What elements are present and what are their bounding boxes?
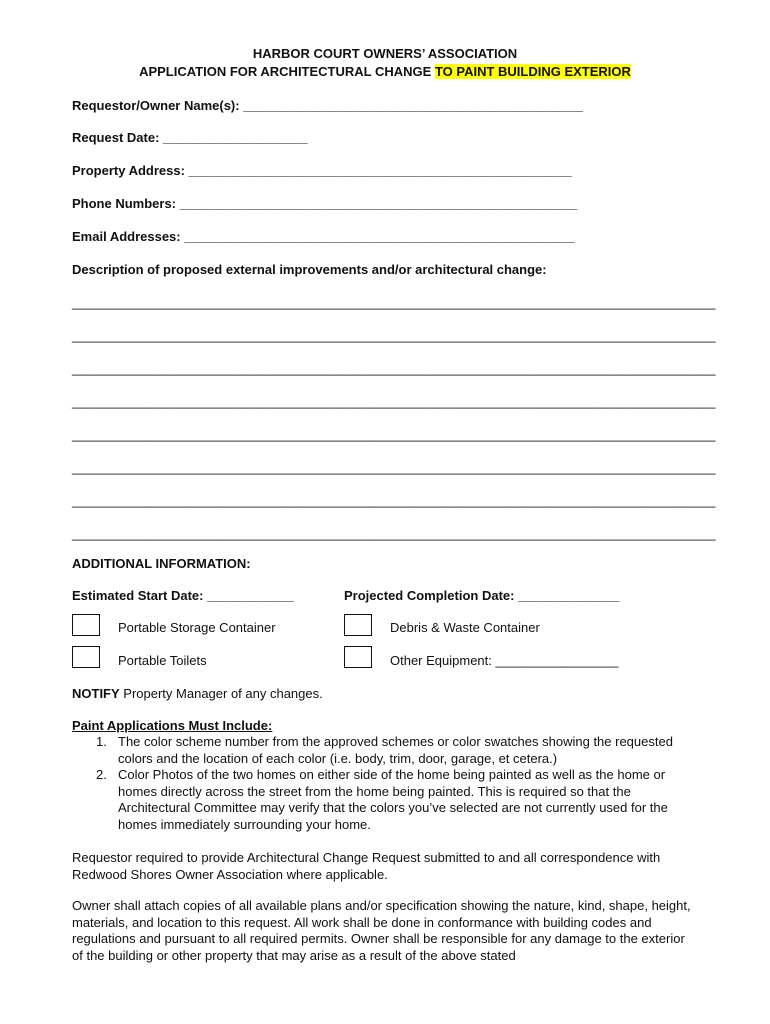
paint-list	[72, 734, 692, 833]
additional-info-heading: ADDITIONAL INFORMATION:	[72, 556, 251, 571]
notify-text	[72, 686, 323, 701]
debris-container-label: Debris & Waste Container	[390, 620, 540, 635]
description-line[interactable]: _________________________________________________________________________________________	[72, 493, 716, 508]
paint-item-text: The color scheme number from the approved schemes or color swatches showing the requested colors and the location of each color (i.e. body, trim, door, garage, et cetera.)	[118, 734, 673, 766]
requestor-paragraph: Requestor required to provide Architectural Change Request submitted to and all correspondence with Redwood Shores Owner Association where applicable.	[72, 850, 661, 882]
paint-item-text: Color Photos of the two homes on either side of the home being painted as well as the home or homes directly across the street from the home being painted. This is required so that the Architectural Committee may verify that the colors you’ve selected are not currently used for the homes immediately surrounding your home.	[118, 767, 668, 832]
description-line[interactable]: _________________________________________________________________________________________	[72, 427, 716, 442]
paint-item-number: 1.	[96, 734, 107, 749]
description-line[interactable]: _________________________________________________________________________________________	[72, 361, 716, 376]
property-address-field[interactable]: Property Address: _____________________________________________________	[72, 163, 572, 178]
description-line[interactable]: _________________________________________________________________________________________	[72, 328, 716, 343]
other-equipment-field[interactable]: Other Equipment: _________________	[390, 653, 619, 668]
description-line[interactable]: _________________________________________________________________________________________	[72, 526, 716, 541]
paint-item-number: 2.	[96, 767, 107, 782]
description-line[interactable]: _________________________________________________________________________________________	[72, 460, 716, 475]
start-date-field[interactable]: Estimated Start Date: ____________	[72, 588, 294, 603]
paint-item	[72, 767, 692, 833]
other-equipment-checkbox[interactable]	[344, 646, 372, 668]
debris-container-checkbox[interactable]	[344, 614, 372, 636]
storage-container-label: Portable Storage Container	[118, 620, 276, 635]
paint-heading: Paint Applications Must Include:	[72, 718, 273, 733]
owner-name-field[interactable]: Requestor/Owner Name(s): _______________________________________________	[72, 98, 584, 113]
owner-paragraph: Owner shall attach copies of all available plans and/or specification showing the nature, kind, shape, height, materials, and location to this request. All work shall be done in conformance with building codes and regulations and pursuant to all required permits. Owner shall be responsible for any damage to the exterior of the building or other property that may arise as a result of the above stated	[72, 898, 691, 963]
description-line[interactable]: _________________________________________________________________________________________	[72, 394, 716, 409]
form-title	[0, 64, 770, 79]
email-addresses-field[interactable]: Email Addresses: ______________________________________________________	[72, 229, 575, 244]
portable-toilets-label: Portable Toilets	[118, 653, 207, 668]
completion-date-field[interactable]: Projected Completion Date: ______________	[344, 588, 620, 603]
request-date-field[interactable]: Request Date: ____________________	[72, 130, 308, 145]
description-line[interactable]: _________________________________________________________________________________________	[72, 295, 716, 310]
notify-bold: NOTIFY	[72, 686, 120, 701]
paint-item	[72, 734, 692, 767]
portable-toilets-checkbox[interactable]	[72, 646, 100, 668]
org-title: HARBOR COURT OWNERS’ ASSOCIATION	[252, 46, 518, 61]
storage-container-checkbox[interactable]	[72, 614, 100, 636]
phone-numbers-field[interactable]: Phone Numbers: _______________________________________________________	[72, 196, 578, 211]
form-title-plain: APPLICATION FOR ARCHITECTURAL CHANGE	[139, 64, 435, 79]
form-title-highlight: TO PAINT BUILDING EXTERIOR	[434, 64, 631, 79]
description-label: Description of proposed external improvements and/or architectural change:	[72, 262, 547, 277]
notify-rest: Property Manager of any changes.	[119, 686, 323, 701]
